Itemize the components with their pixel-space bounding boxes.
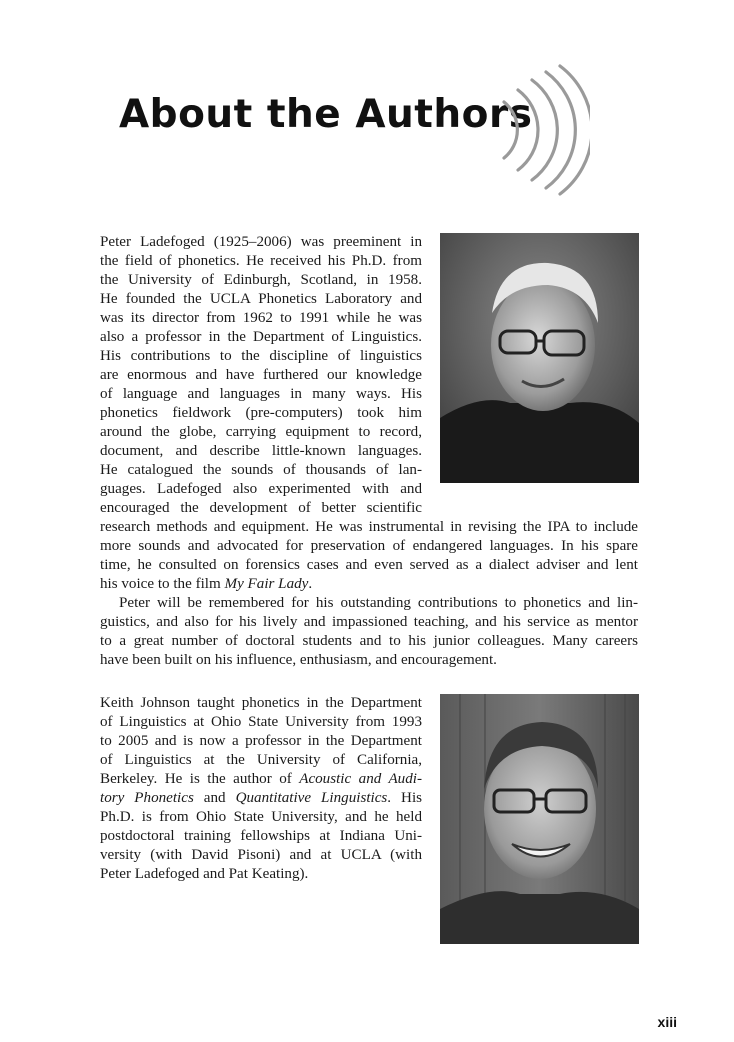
bio-line: His contributions to the discipline of linguistics xyxy=(100,348,422,364)
film-title: My Fair Lady xyxy=(224,576,309,592)
bio-line: the University of Edinburgh, Scotland, in 1958. xyxy=(100,272,422,288)
book-title: Quantitative Linguistics xyxy=(235,790,388,806)
bio-line: the field of phonetics. He received his Ph.D. from xyxy=(100,253,422,269)
bio-line: Ph.D. is from Ohio State University, and he held xyxy=(100,809,422,825)
bio-line: encouraged the development of better scientific xyxy=(100,500,422,516)
bio-line: Peter will be remembered for his outstanding contributions to phonetics and lin- xyxy=(119,595,638,611)
bio-line: guages. Ladefoged also experimented with and xyxy=(100,481,422,497)
bio-line: postdoctoral training fellowships at Indiana Uni- xyxy=(100,828,422,844)
bio-line xyxy=(100,575,638,594)
bio-line xyxy=(100,789,422,808)
bio-text: . His xyxy=(387,790,422,806)
bio-line: have been built on his influence, enthusiasm, and encouragement. xyxy=(100,652,497,668)
bio-line: was its director from 1962 to 1991 while he was xyxy=(100,310,422,326)
bio-line: to a great number of doctoral students and to his junior colleagues. Many careers xyxy=(100,633,638,649)
bio-line: He catalogued the sounds of thousands of lan- xyxy=(100,462,422,478)
sound-wave-graphic xyxy=(480,58,590,198)
bio-text: . xyxy=(308,576,313,592)
bio-line: Keith Johnson taught phonetics in the Department xyxy=(100,695,422,711)
bio-line: also a professor in the Department of Linguistics. xyxy=(100,329,422,345)
bio-line: Peter Ladefoged (1925–2006) was preeminent in xyxy=(100,234,422,250)
book-title: tory Phonetics xyxy=(100,790,194,806)
bio-line: of Linguistics at the University of California, xyxy=(100,752,422,768)
bio-line: research methods and equipment. He was instrumental in revising the IPA to include xyxy=(100,519,638,535)
bio-text: Berkeley. He is the author of xyxy=(100,771,300,787)
page-title: About the Authors xyxy=(119,92,533,137)
bio-line: to 2005 and is now a professor in the Department xyxy=(100,733,422,749)
author2-photo xyxy=(440,694,639,944)
bio-line: Peter Ladefoged and Pat Keating). xyxy=(100,866,309,882)
bio-line: of Linguistics at Ohio State University from 1993 xyxy=(100,714,422,730)
bio-line: of language and languages in many ways. His xyxy=(100,386,422,402)
bio-line: document, and describe little-known languages. xyxy=(100,443,422,459)
page-number: xiii xyxy=(657,1014,677,1030)
author1-photo xyxy=(440,233,639,483)
bio-line: time, he consulted on forensics cases and even served as a dialect adviser and lent xyxy=(100,557,638,573)
bio-text: and xyxy=(193,790,236,806)
bio-line: are enormous and have furthered our knowledge xyxy=(100,367,422,383)
book-title: Acoustic and Audi- xyxy=(299,771,422,787)
bio-line: more sounds and advocated for preservation of endangered languages. In his spare xyxy=(100,538,638,554)
bio-line: He founded the UCLA Phonetics Laboratory and xyxy=(100,291,422,307)
bio-line: versity (with David Pisoni) and at UCLA (with xyxy=(100,847,422,863)
bio-line xyxy=(100,770,422,789)
bio-line: phonetics fieldwork (pre-computers) took him xyxy=(100,405,422,421)
bio-line: around the globe, carrying equipment to record, xyxy=(100,424,422,440)
bio-text: his voice to the film xyxy=(100,576,225,592)
bio-line: guistics, and also for his lively and impassioned teaching, and his service as mentor xyxy=(100,614,638,630)
